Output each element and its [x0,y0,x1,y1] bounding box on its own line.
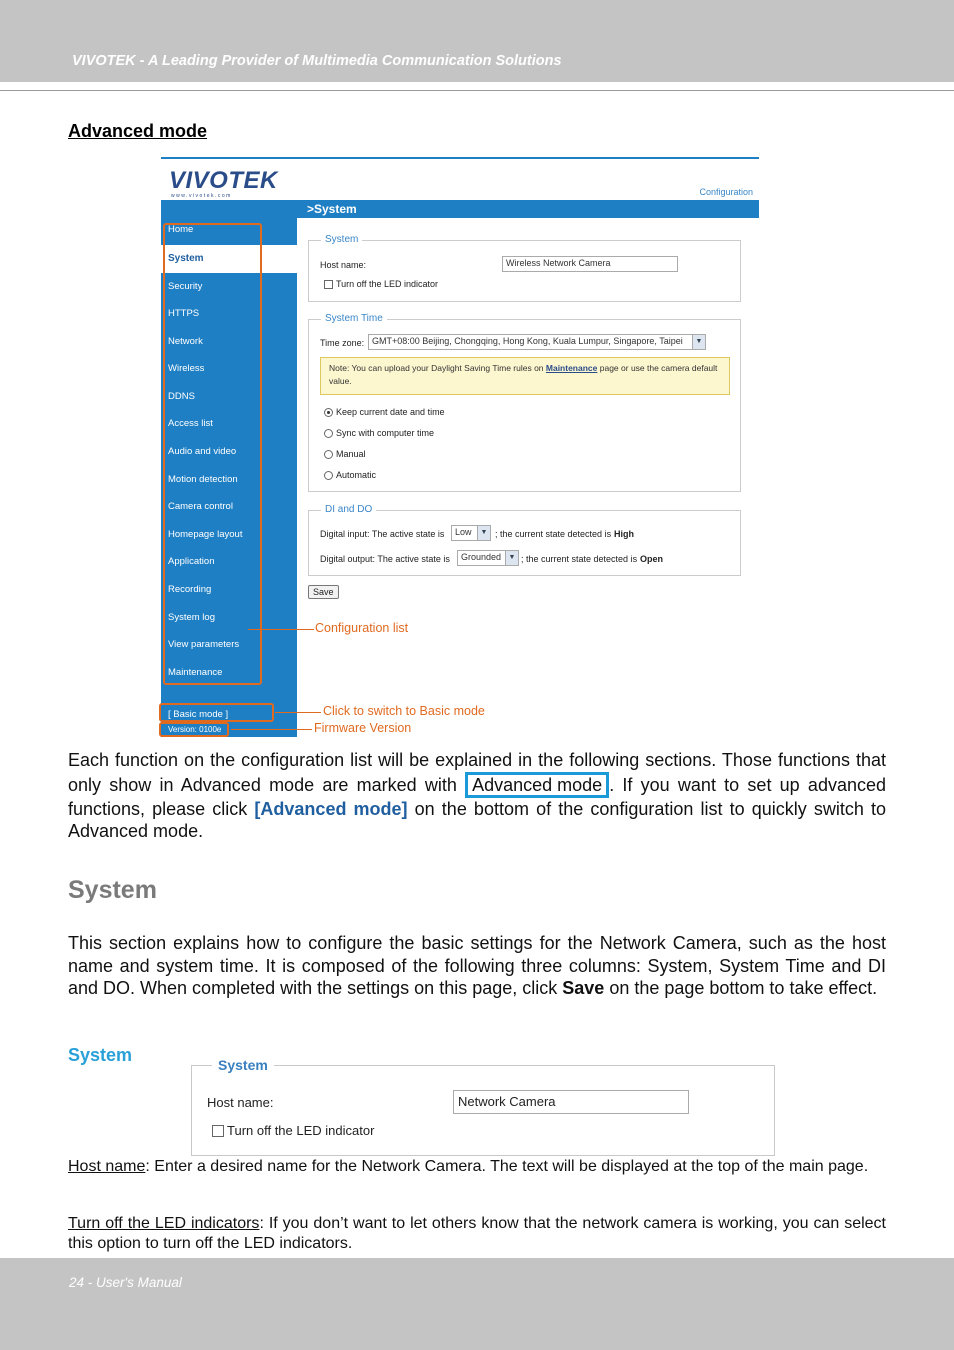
page-title: >System [307,202,357,216]
page-title-bar [161,200,759,218]
note-text: Note: You can upload your Daylight Saving Time rules on [329,363,546,373]
led-label: Turn off the LED indicator [336,279,439,289]
config-list-highlight [163,223,262,685]
sidebar-item-label: System [168,253,204,264]
configuration-link[interactable]: Configuration [699,187,753,197]
di-do-fieldset [308,504,741,576]
intro-paragraph [68,749,886,843]
vivotek-logo: VIVOTEK [169,167,278,194]
section-title: Advanced mode [68,121,208,141]
header-title: VIVOTEK - A Leading Provider of Multimedia Communication Solutions [72,53,562,69]
fieldset-legend: System Time [321,313,387,324]
do-prefix: Digital output: The active state is [320,554,450,564]
di-prefix: Digital input: The active state is [320,529,445,539]
footer-band [0,1258,954,1350]
led-checkbox[interactable] [324,280,333,289]
basic-mode-callout: Click to switch to Basic mode [323,704,485,718]
radio-sync-computer[interactable] [324,429,333,438]
dst-note [320,357,730,395]
system-panel-example [191,1057,775,1156]
radio-keep-time[interactable] [324,408,333,417]
do-current-state: Open [640,554,664,564]
basic-mode-link[interactable]: [ Basic mode ] [168,709,229,720]
host-name-input[interactable]: Wireless Network Camera [502,256,678,272]
time-zone-label: Time zone: [320,338,365,348]
time-zone-select[interactable] [368,334,706,350]
sidebar-item-recording[interactable]: Recording [168,584,212,595]
sidebar-item-maintenance[interactable]: Maintenance [168,667,223,678]
advanced-mode-link: [Advanced mode] [254,798,408,819]
fieldset-legend: DI and DO [321,504,376,515]
system-time-fieldset [308,313,741,492]
sidebar-item-security[interactable]: Security [168,281,203,292]
config-list-leader [248,629,314,630]
sidebar-item-network[interactable]: Network [168,336,203,347]
do-suffix: ; the current state detected is [521,554,638,564]
chevron-down-icon: ▼ [505,551,518,565]
host-name-label: Host name: [320,260,367,270]
panel-legend: System [212,1057,274,1073]
sidebar-item-motion-detection[interactable]: Motion detection [168,474,238,485]
firmware-version: Version: 0100e [168,725,222,734]
system-fieldset [308,234,741,302]
header-band [0,0,954,82]
version-highlight [159,722,229,737]
save-keyword: Save [562,978,605,998]
sidebar-item-system-log[interactable]: System log [168,612,215,623]
option-keep-time: Keep current date and time [336,407,445,417]
save-button[interactable]: Save [308,585,339,599]
sidebar-item-home[interactable]: Home [168,224,194,235]
system-text: This section explains how to configure the basic settings for the Network Camera, such as the host name and system time. It is composed of the following three columns: System, System Time and DI and DO. When completed with the settings on this page, click [68,933,886,998]
di-state-value: Low [455,527,472,537]
system-paragraph [68,932,886,1000]
sidebar-item-https[interactable]: HTTPS [168,308,200,319]
led-text: : If you don’t want to let others know that the network camera is working, you can select this option to turn off the LED indicators. [68,1215,886,1252]
di-current-state: High [614,529,634,539]
panel-host-label: Host name: [207,1095,274,1110]
sidebar-item-access-list[interactable]: Access list [168,418,213,429]
basic-mode-highlight [159,703,274,722]
option-sync-computer: Sync with computer time [336,428,435,438]
radio-automatic[interactable] [324,471,333,480]
panel-host-input[interactable]: Network Camera [453,1090,689,1114]
sidebar-item-ddns[interactable]: DDNS [168,391,195,402]
panel-led-label: Turn off the LED indicator [227,1123,375,1138]
host-name-text: : Enter a desired name for the Network Camera. The text will be displayed at the top of the main page. [145,1158,869,1175]
chevron-down-icon: ▼ [692,335,705,349]
sidebar-item-camera-control[interactable]: Camera control [168,501,233,512]
fieldset-legend: System [321,234,362,245]
option-manual: Manual [336,449,366,459]
do-state-select[interactable] [457,550,519,566]
sidebar-item-wireless[interactable]: Wireless [168,363,205,374]
do-state-value: Grounded [461,552,502,562]
system-subheading: System [68,1045,133,1065]
logo-url: www.vivotek.com [171,193,232,199]
intro-text-3: on the bottom of the configuration list to quickly switch to Advanced mode. [68,798,886,841]
system-heading: System [68,876,157,904]
host-name-description [68,1157,886,1177]
firmware-leader [231,729,312,730]
sidebar-item-application[interactable]: Application [168,556,215,567]
config-list-callout: Configuration list [315,621,409,635]
host-name-term: Host name [68,1158,146,1175]
di-suffix: ; the current state detected is [495,529,612,539]
sidebar-item-view-parameters[interactable]: View parameters [168,639,240,650]
intro-text: Each function on the configuration list will be explained in the following sections. Those functions that only show in Advanced mode are marked with [68,750,886,795]
sidebar-item-audio-video[interactable]: Audio and video [168,446,237,457]
header-divider [0,90,954,91]
sidebar-item-homepage-layout[interactable]: Homepage layout [168,529,243,540]
radio-manual[interactable] [324,450,333,459]
firmware-callout: Firmware Version [314,721,412,735]
advanced-mode-badge: Advanced mode [465,772,609,798]
system-text-2: on the page bottom to take effect. [604,978,878,998]
footer-page-label: 24 - User's Manual [69,1275,182,1290]
led-term: Turn off the LED indicators [68,1215,260,1232]
option-automatic: Automatic [336,470,377,480]
note-text-end: page or use the camera default value. [329,363,718,386]
di-state-select[interactable] [451,525,491,541]
top-accent-line [161,157,759,159]
time-zone-value: GMT+08:00 Beijing, Chongqing, Hong Kong, Kuala Lumpur, Singapore, Taipei [372,336,683,346]
panel-led-checkbox[interactable] [212,1125,224,1137]
intro-text-2: . If you want to set up advanced functions, please click [68,774,886,819]
basic-mode-leader [275,712,321,713]
chevron-down-icon: ▼ [477,526,490,540]
led-description [68,1214,886,1254]
configuration-screenshot [161,157,759,737]
maintenance-link[interactable]: Maintenance [545,363,598,373]
